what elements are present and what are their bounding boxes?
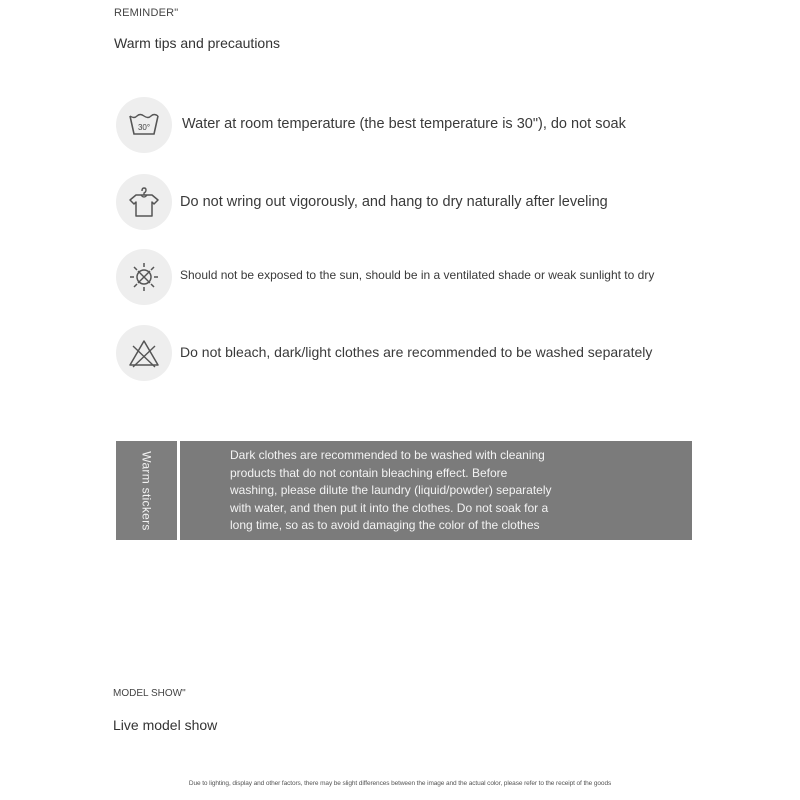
no-sun-icon [116, 249, 172, 305]
warm-stickers-box [116, 441, 692, 540]
sticker-line: products that do not contain bleaching effect. Before [230, 465, 508, 480]
tip-row-sun [116, 249, 716, 307]
tip-text: Do not bleach, dark/light clothes are recommended to be washed separately [180, 344, 653, 360]
sticker-side-label [116, 441, 180, 540]
tip-row-bleach [116, 325, 716, 383]
wash-temp-label: 30° [137, 123, 151, 132]
model-show-label: MODEL SHOW" [113, 688, 186, 699]
tip-text: Water at room temperature (the best temperature is 30"), do not soak [182, 116, 626, 132]
no-bleach-icon [116, 325, 172, 381]
reminder-title: Warm tips and precautions [114, 35, 280, 51]
wash-30-icon [116, 97, 172, 153]
tip-row-wash [116, 97, 716, 155]
hang-dry-icon [116, 174, 172, 230]
reminder-label: REMINDER" [114, 7, 179, 19]
color-disclaimer: Due to lighting, display and other factors, there may be slight differences between the image and the actual color, please refer to the receipt of the goods [188, 780, 612, 787]
sticker-line: with water, and then put it into the clothes. Do not soak for a [230, 500, 549, 515]
sticker-line: long time, so as to avoid damaging the color of the clothes [230, 518, 540, 532]
sticker-line: washing, please dilute the laundry (liquid/powder) separately [230, 483, 552, 497]
model-show-title: Live model show [113, 717, 218, 733]
tip-row-hang [116, 174, 716, 232]
sticker-body [230, 447, 580, 535]
sticker-line: Dark clothes are recommended to be washed with cleaning [230, 448, 545, 462]
tip-text: Do not wring out vigorously, and hang to dry naturally after leveling [180, 194, 608, 210]
sticker-side-text: Warm stickers [139, 450, 154, 531]
tip-text: Should not be exposed to the sun, should be in a ventilated shade or weak sunlight to dry [180, 268, 655, 282]
